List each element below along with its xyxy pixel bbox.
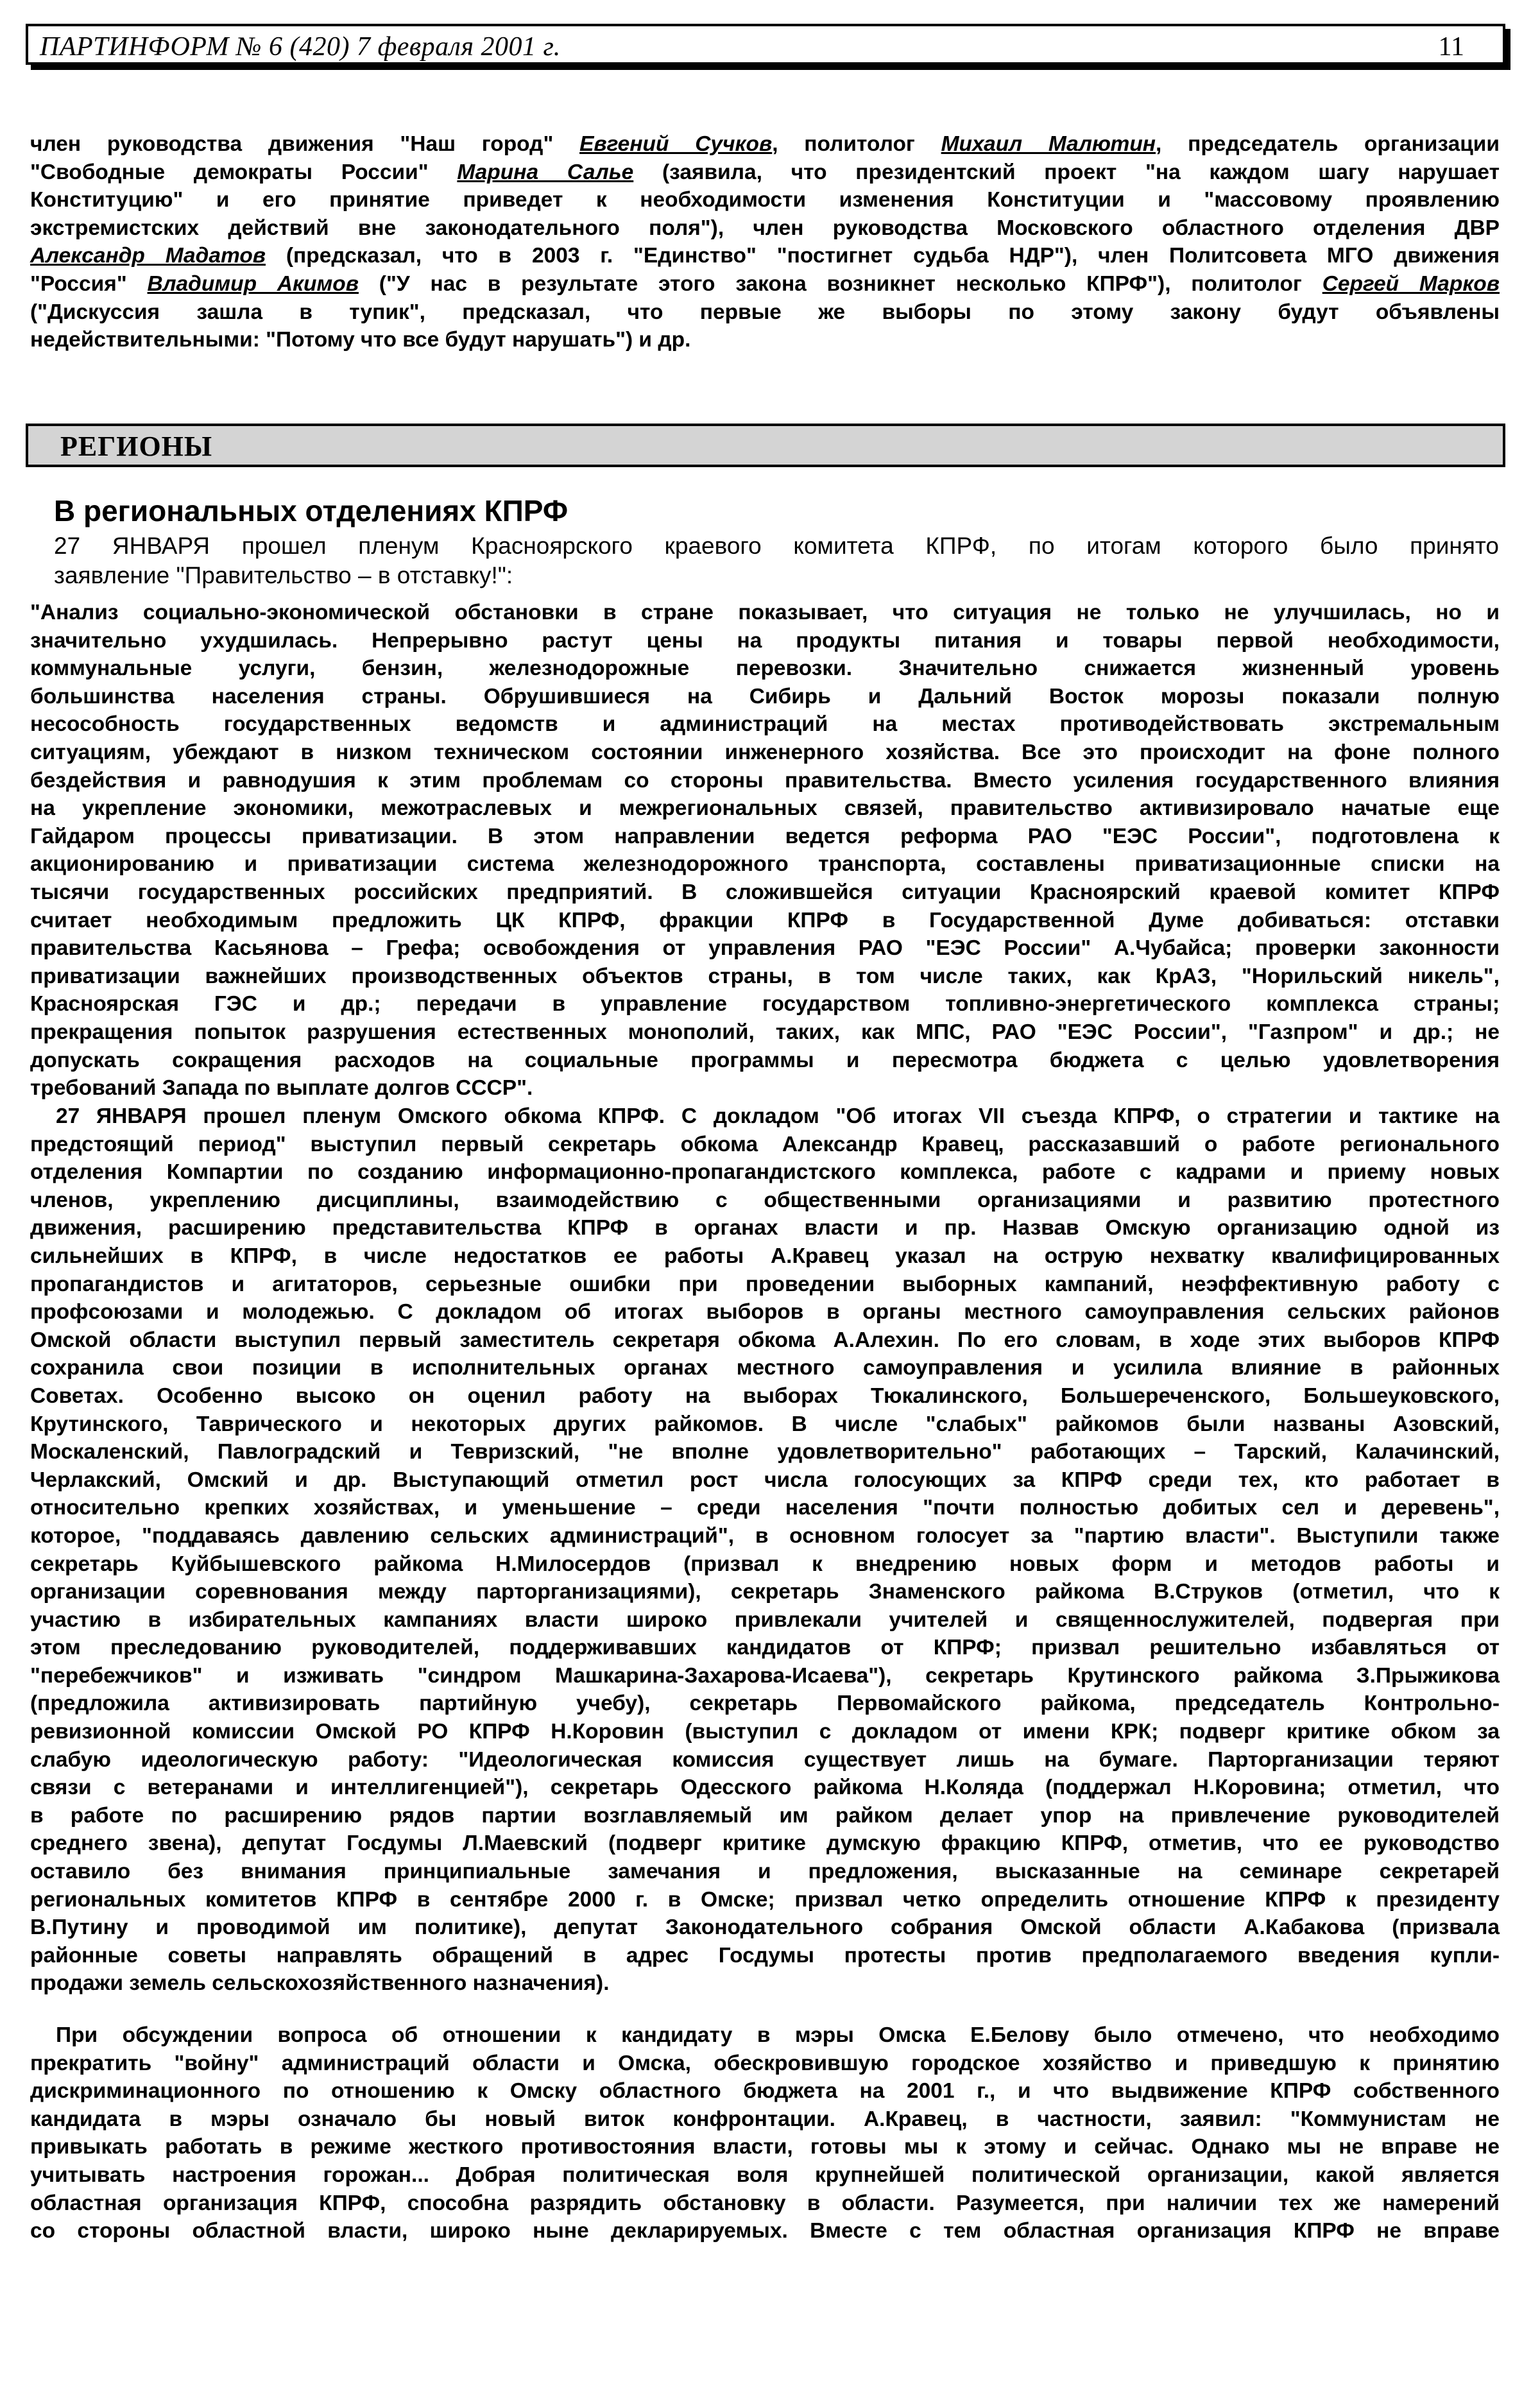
text-line: заявление "Правительство – в отставку!":	[54, 562, 513, 588]
text-line: считает необходимым предложить ЦК КПРФ, фракции КПРФ в Государственной Думе добиваться: отставки	[30, 908, 1500, 932]
text-line: привыкать работать в режиме жесткого противостояния власти, готовы мы к этому и сейчас. Однако мы не вправе не	[30, 2135, 1500, 2159]
text-line: которое, "поддаваясь давлению сельских администраций", в основном голосует за "партию власти". Выступили также	[30, 1523, 1500, 1548]
quote-paragraph	[30, 599, 1500, 1102]
person-name: Марина Салье	[457, 160, 634, 184]
text-line: организации соревнования между парторганизациями), секретарь Знаменского райкома В.Струков (отметил, что к	[30, 1580, 1500, 1604]
text-line: районные советы направлять обращений в адрес Госдумы протесты против предполагаемого введения купли-	[30, 1943, 1500, 1967]
text-line: секретарь Куйбышевского райкома Н.Милосердов (призвал к внедрению новых форм и методов работы и	[30, 1552, 1500, 1576]
text-line: дискриминационного по отношению к Омску областного бюджета на 2001 г., и что выдвижение КПРФ собственного	[30, 2079, 1500, 2104]
text-line: слабую идеологическую работу: "Идеологическая комиссия существует лишь на бумаге. Парторганизации теряют	[30, 1747, 1500, 1772]
text-line: Советах. Особенно высоко он оценил работу на выборах Тюкалинского, Большереченского, Большеуковского,	[30, 1384, 1500, 1408]
text-line: пропагандистов и агитаторов, серьезные ошибки при проведении выборных кампаний, неэффективную работу с	[30, 1272, 1500, 1296]
text-line: Москаленский, Павлоградский и Тевризский, "не вполне удовлетворительно" работающих – Тарский, Калачинский,	[30, 1440, 1500, 1464]
text-line: кандидата в мэры означало бы новый виток конфронтации. А.Кравец, в частности, заявил: "Коммунистам не	[30, 2107, 1500, 2131]
text-line: движения, расширению представительства КПРФ в органах власти и пр. Назвав Омскую организацию одной из	[30, 1216, 1500, 1240]
text-line: "Свободные демократы России" Марина Салье (заявила, что президентский проект "на каждом шагу нарушает	[30, 160, 1500, 184]
text-line: Конституцию" и его принятие приведет к необходимости изменения Конституции и "массовому проявлению	[30, 188, 1500, 212]
text-line: В.Путину и проводимой им политике), депутат Законодательного собрания Омской области А.Кабакова (призвала	[30, 1915, 1500, 1940]
text-line: Омской области выступил первый заместитель секретаря обкома А.Алехин. По его словам, в ходе этих выборов КПРФ	[30, 1328, 1500, 1352]
text-line: среднего звена), депутат Госдумы Л.Маевский (подверг критике думскую фракцию КПРФ, отметив, что ее руководство	[30, 1831, 1500, 1856]
text-line: "Россия" Владимир Акимов ("У нас в результате этого закона возникнет несколько КПРФ"), политолог Сергей Марков	[30, 271, 1500, 296]
text-line: ситуациям, убеждают в низком техническом состоянии инженерного хозяйства. Все это происходит на фоне полного	[30, 740, 1500, 764]
text-line: бездействия и равнодушия к этим проблемам со стороны правительства. Вместо усиления государственного влияния	[30, 768, 1500, 793]
text-line: При обсуждении вопроса об отношении к кандидату в мэры Омска Е.Белову было отмечено, что необходимо	[56, 2023, 1500, 2047]
text-line: сохранила свои позиции в исполнительных органах местного самоуправления и усилила влияние в районных	[30, 1356, 1500, 1380]
text-line: 27 ЯНВАРЯ прошел пленум Красноярского краевого комитета КПРФ, по итогам которого было принято	[54, 533, 1499, 559]
text-line: со стороны областной власти, широко ныне декларируемых. Вместе с тем областная организация КПРФ не вправе	[30, 2219, 1500, 2243]
mayor-paragraph	[30, 2021, 1500, 2245]
text-line: большинства населения страны. Обрушившиеся на Сибирь и Дальний Восток морозы показали полную	[30, 684, 1500, 708]
text-line: этом преследованию руководителей, поддерживавших кандидатов от КПРФ; призвал решительно избавляться от	[30, 1636, 1500, 1660]
text-line: Черлакский, Омский и др. Выступающий отметил рост числа голосующих за КПРФ среди тех, кто работает в	[30, 1468, 1500, 1492]
text-line: профсоюзами и молодежью. С докладом об итогах выборов в органы местного самоуправления сельских районов	[30, 1300, 1500, 1324]
section-header	[26, 424, 1505, 467]
text-line: связи с ветеранами и интеллигенцией"), секретарь Одесского райкома Н.Коляда (поддержал Н.Коровина; отметил, что	[30, 1776, 1500, 1800]
person-name: Михаил Малютин	[941, 132, 1156, 156]
text-line: экстремистских действий вне законодательного поля"), член руководства Московского областного отделения ДВР	[30, 216, 1500, 240]
person-name: Евгений Сучков	[579, 132, 773, 156]
text-line: областная организация КПРФ, способна разрядить обстановку в области. Разумеется, при наличии тех же намерений	[30, 2191, 1500, 2215]
page-header	[26, 24, 1505, 65]
text-line: коммунальные услуги, бензин, железнодорожные перевозки. Значительно снижается жизненный уровень	[30, 656, 1500, 681]
text-line: допускать сокращения расходов на социальные программы и пересмотра бюджета с целью удовлетворения	[30, 1048, 1500, 1072]
text-line: несособность государственных ведомств и администраций на местах противодействовать экстремальным	[30, 712, 1500, 737]
person-name: Сергей Марков	[1322, 271, 1500, 296]
person-name: Александр Мадатов	[30, 244, 266, 268]
text-line: членов, укреплению дисциплины, взаимодействию с общественными организациями и развитию протестного	[30, 1188, 1500, 1212]
text-line: относительно крепких хозяйствах, и уменьшение – среди населения "почти полностью добитых сел и деревень",	[30, 1496, 1500, 1520]
text-line: 27 ЯНВАРЯ прошел пленум Омского обкома КПРФ. С докладом "Об итогах VII съезда КПРФ, о стратегии и тактике на	[56, 1104, 1500, 1128]
text-line: в работе по расширению рядов партии возглавляемый им райком делает упор на привлечение руководителей	[30, 1803, 1500, 1828]
text-line: предстоящий период" выступил первый секретарь обкома Александр Кравец, рассказавший о работе регионального	[30, 1132, 1500, 1156]
text-line: акционированию и приватизации система железнодорожного транспорта, составлены приватизационные списки на	[30, 852, 1500, 877]
text-line: региональных комитетов КПРФ в сентябре 2000 г. в Омске; призвал четко определить отношение КПРФ к президенту	[30, 1887, 1500, 1912]
text-line: Гайдаром процессы приватизации. В этом направлении ведется реформа РАО "ЕЭС России", подготовлена к	[30, 824, 1500, 848]
text-line: недействительными: "Потому что все будут нарушать") и др.	[30, 328, 691, 352]
text-line: "Анализ социально-экономической обстановки в стране показывает, что ситуация не только не улучшилась, но и	[30, 601, 1500, 624]
text-line: правительства Касьянова – Грефа; освобождения от управления РАО "ЕЭС России" А.Чубайса; проверки законности	[30, 936, 1500, 961]
text-line: прекращения попыток разрушения естественных монополий, таких, как МПС, РАО "ЕЭС России", "Газпром" и др.; не	[30, 1020, 1500, 1044]
text-line: участию в избирательных кампаниях власти широко привлекали учителей и священнослужителей, подвергая при	[30, 1607, 1500, 1632]
article-title: В региональных отделениях КПРФ	[54, 494, 569, 527]
text-line: ("Дискуссия зашла в тупик", предсказал, что первые же выборы по этому закону будут объявлены	[30, 300, 1500, 324]
text-line: оставило без внимания принципиальные замечания и предложения, высказанные на семинаре секретарей	[30, 1860, 1500, 1884]
issue-title: ПАРТИНФОРМ № 6 (420) 7 февраля 2001 г.	[40, 32, 561, 62]
text-line: значительно ухудшилась. Непрерывно растут цены на продукты питания и товары первой необходимости,	[30, 628, 1500, 653]
top-paragraph	[30, 130, 1500, 354]
text-line: "перебежчиков" и изживать "синдром Машкарина-Захарова-Исаева"), секретарь Крутинского райкома З.Прыжикова	[30, 1663, 1500, 1688]
article-intro	[54, 531, 1499, 590]
text-line: отделения Компартии по созданию информационно-пропагандистского комплекса, работе с кадрами и приему новых	[30, 1160, 1500, 1185]
text-line: на укрепление экономики, межотраслевых и межрегиональных связей, правительство активизировало начатые еще	[30, 796, 1500, 821]
text-line: ревизионной комиссии Омской РО КПРФ Н.Коровин (выступил с докладом от имени КРК; подверг критике обком за	[30, 1720, 1500, 1744]
page-number: 11	[1438, 32, 1464, 62]
text-line: учитывать настроения горожан... Добрая политическая воля крупнейшей политической организации, какой является	[30, 2163, 1500, 2187]
text-line: продажи земель сельскохозяйственного назначения).	[30, 1971, 610, 1996]
text-line: Крутинского, Таврического и некоторых других райкомов. В числе "слабых" райкомов были названы Азовский,	[30, 1412, 1500, 1436]
text-line: Красноярская ГЭС и др.; передачи в управление государством топливно-энергетического комплекса страны;	[30, 992, 1500, 1016]
text-line: сильнейших в КПРФ, в числе недостатков ее работы А.Кравец указал на острую нехватку квалифицированных	[30, 1244, 1500, 1268]
section-title: РЕГИОНЫ	[60, 431, 213, 462]
person-name: Владимир Акимов	[147, 271, 359, 296]
text-line: (предложила активизировать партийную учебу), секретарь Первомайского райкома, председатель Контрольно-	[30, 1692, 1500, 1716]
text-line: прекратить "войну" администраций области и Омска, обескровившую городское хозяйство и приведшую к принятию	[30, 2051, 1500, 2075]
text-line: член руководства движения "Наш город" Евгений Сучков, политолог Михаил Малютин, председатель организации	[30, 132, 1500, 156]
text-line: тысячи государственных российских предприятий. В сложившейся ситуации Красноярский краевой комитет КПРФ	[30, 880, 1500, 904]
omsk-paragraph	[30, 1102, 1500, 1998]
text-line: требований Запада по выплате долгов СССР".	[30, 1076, 533, 1101]
text-line: приватизации важнейших производственных объектов страны, в том числе таких, как КрАЗ, "Норильский никель",	[30, 964, 1500, 988]
text-line: Александр Мадатов (предсказал, что в 2003 г. "Единство" "постигнет судьба НДР"), член Политсовета МГО движения	[30, 244, 1500, 268]
